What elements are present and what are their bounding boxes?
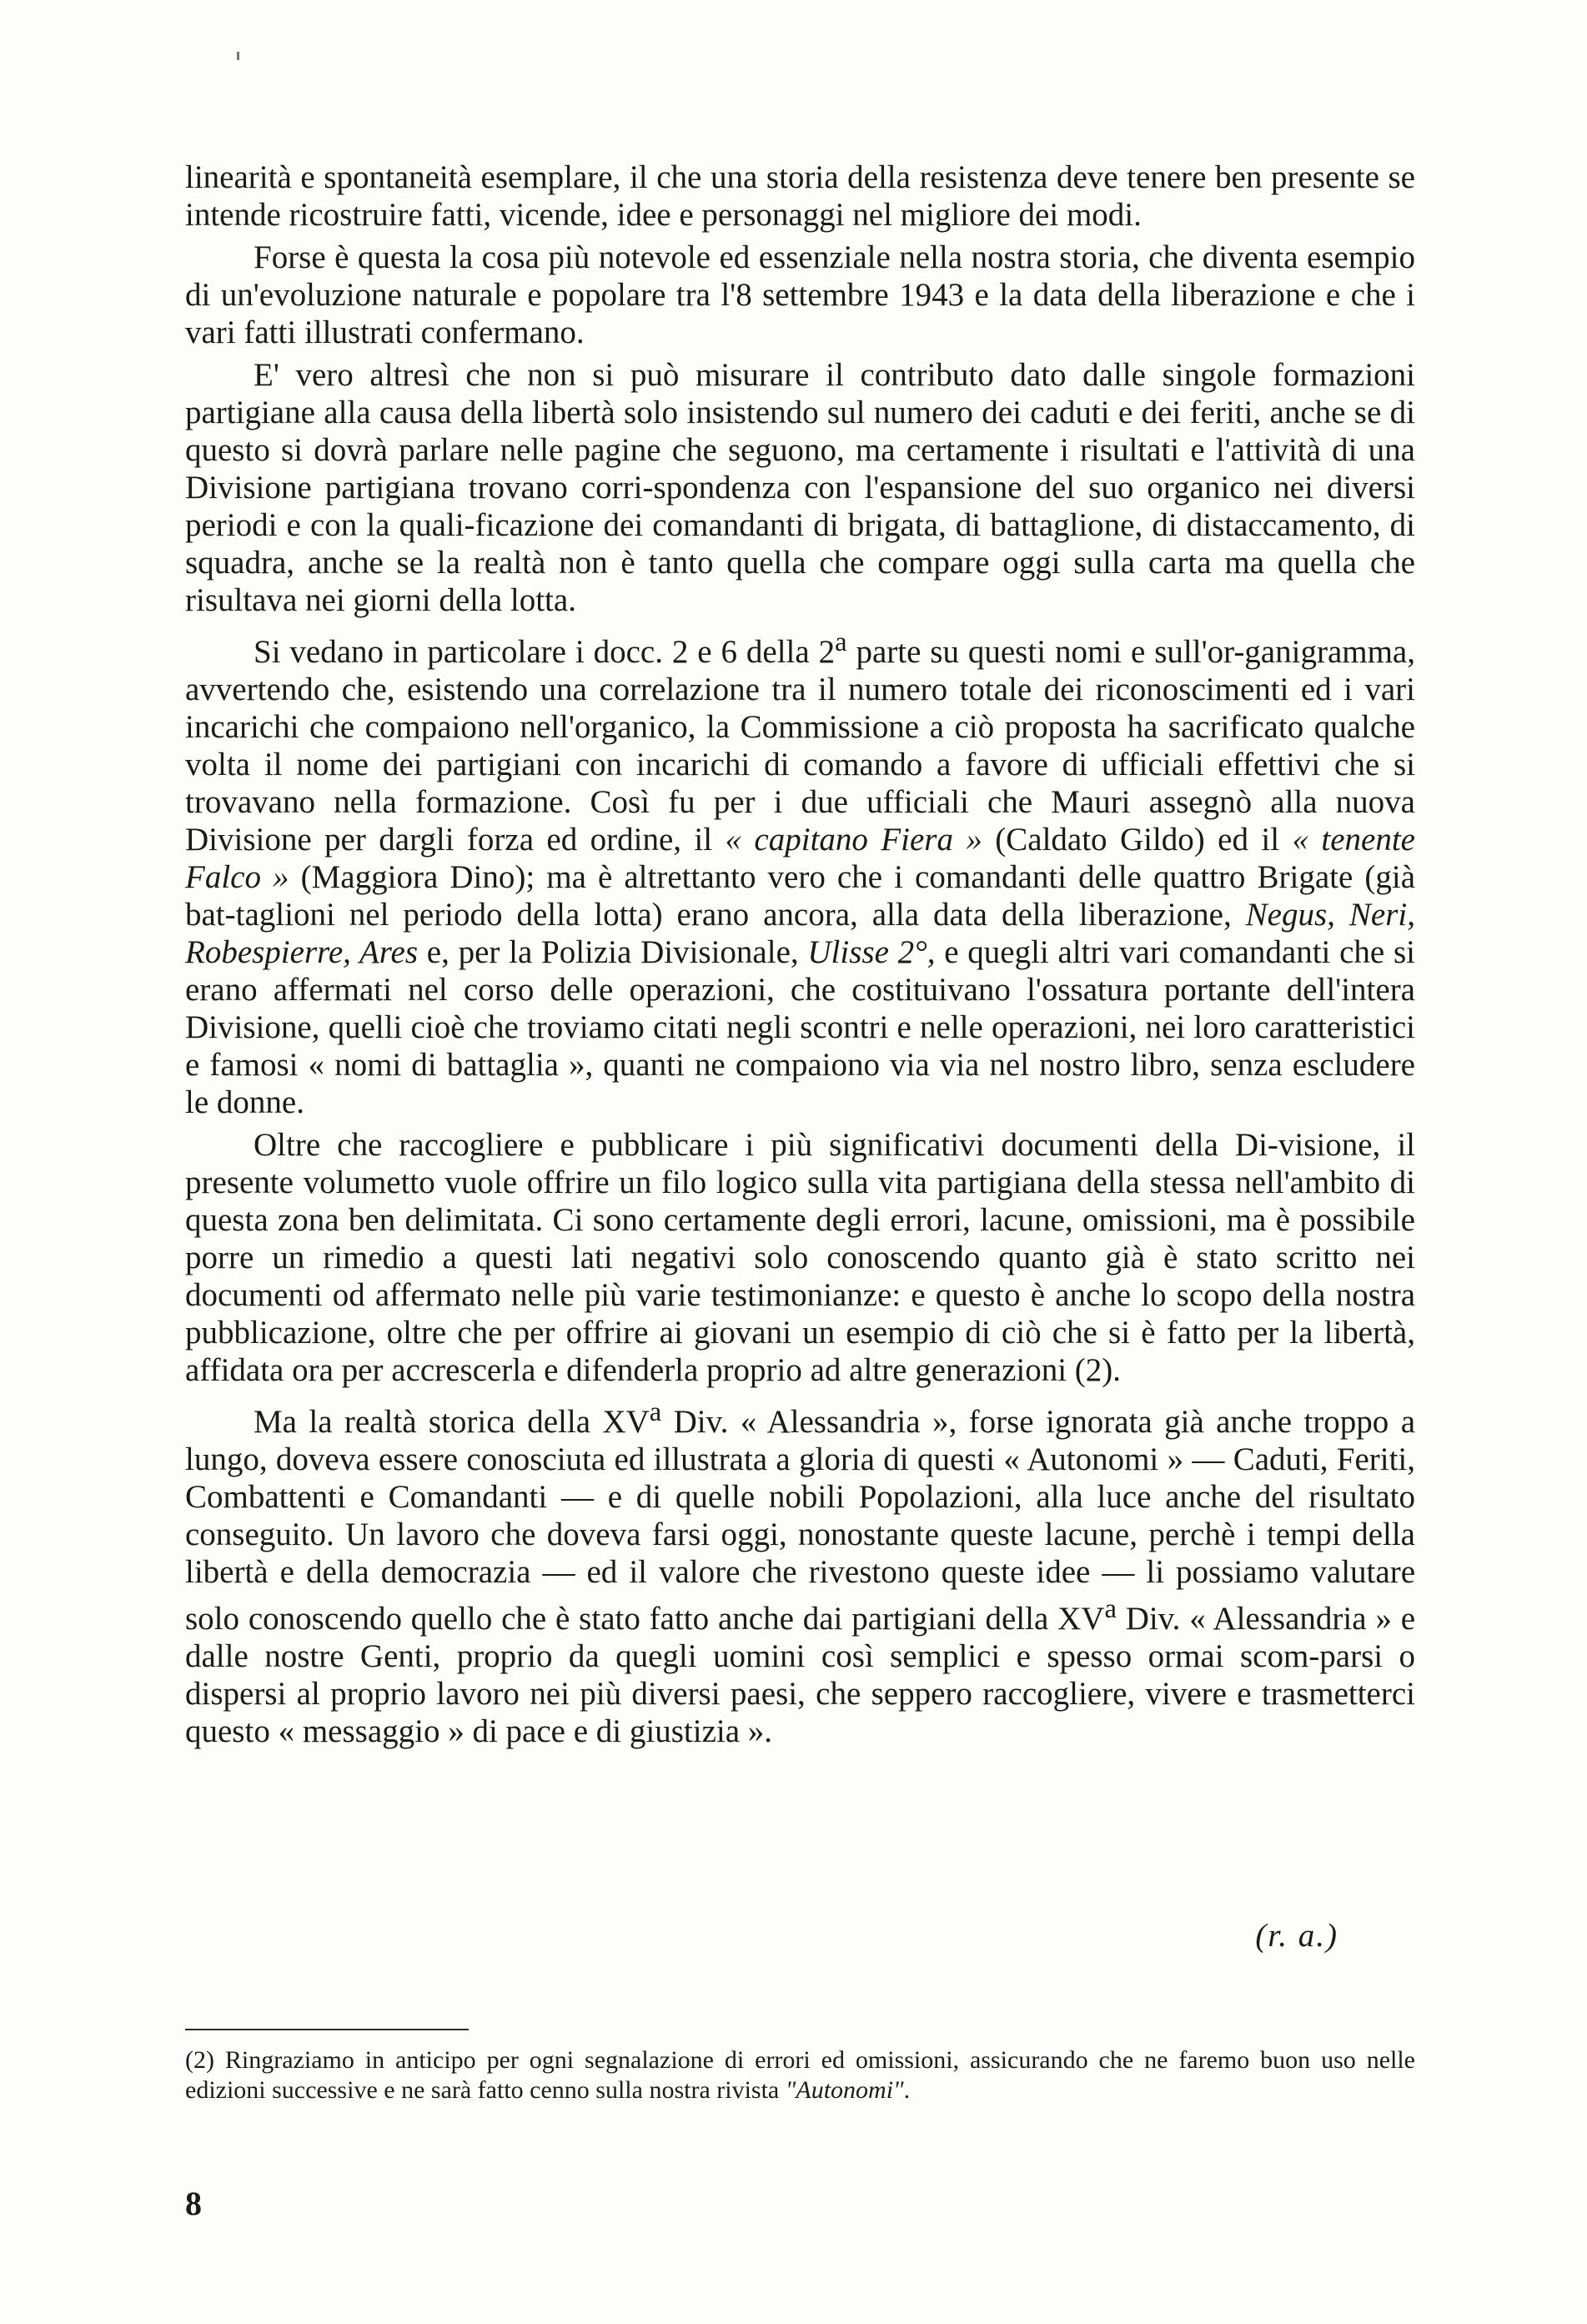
footnote-journal: "Autonomi" xyxy=(785,2076,904,2104)
scan-speck xyxy=(237,52,239,60)
body-text xyxy=(185,158,1415,1750)
paragraph-1: linearità e spontaneità esemplare, il che una storia della resistenza deve tenere ben presente se intende ricostruire fatti, vicende, idee e personaggi nel migliore dei modi. xyxy=(185,159,1415,233)
paragraph-4-part-d: (Maggiora Dino); ma è altrettanto vero che i comandanti delle quattro Brigate (già bat-taglioni nel periodo della lotta) erano ancora, alla data della liberazione, xyxy=(185,859,1416,933)
capitano-fiera: « capitano Fiera » xyxy=(725,822,982,858)
page-number: 8 xyxy=(185,2185,202,2222)
author-initials: (r. a.) xyxy=(1255,1918,1338,1954)
paragraph-4-part-f: e quegli altri vari comandanti che si erano affermati nel corso delle operazioni, che costituivano l'ossatura portante dell'intera Divisione, quelli cioè che troviamo citati negli scontri e nelle operazioni, nei loro caratteristici e famosi « nomi di battaglia », quanti ne compaiono via via nel nostro libro, senza escludere le donne. xyxy=(185,934,1415,1120)
footnote-end: . xyxy=(903,2076,911,2104)
superscript-a: a xyxy=(649,1397,662,1427)
paragraph-6 xyxy=(185,1394,1415,1750)
paragraph-6-part-a: Ma la realtà storica della XV xyxy=(254,1404,650,1440)
paragraph-2: Forse è questa la cosa più notevole ed essenziale nella nostra storia, che diventa esempio di un'evoluzione naturale e popolare tra l'8 settembre 1943 e la data della liberazione e che i vari fatti illustrati confermano. xyxy=(185,239,1415,350)
ulisse-name: Ulisse 2°, xyxy=(807,934,936,970)
tenente-falco: « tenente Falco » xyxy=(185,822,1415,895)
paragraph-4-part-a: Si vedano in particolare i docc. 2 e 6 della 2 xyxy=(254,634,836,670)
superscript-a: a xyxy=(835,627,847,657)
paragraph-4 xyxy=(185,624,1415,1121)
paragraph-6-part-c: Div. « Alessandria » e dalle nostre Genti, proprio da quegli uomini così semplici e spesso ormai scom-parsi o dispersi al proprio lavoro nei più diversi paesi, che seppero raccogliere, vivere e trasmetterci questo « messaggio » di pace e di giustizia ». xyxy=(185,1601,1416,1749)
paragraph-4-part-c: (Caldato Gildo) ed il xyxy=(982,822,1293,858)
paragraph-3: E' vero altresì che non si può misurare il contributo dato dalle singole formazioni partigiane alla causa della libertà solo insistendo sul numero dei caduti e dei feriti, anche se di questo si dovrà parlare nelle pagine che seguono, ma certamente i risultati e l'attività di una Divisione partigiana trovano corri-spondenza con l'espansione del suo organico nei diversi periodi e con la quali-ficazione dei comandanti di brigata, di battaglione, di distaccamento, di squadra, anche se la realtà non è tanto quella che compare oggi sulla carta ma quella che risultava nei giorni della lotta. xyxy=(185,357,1415,618)
footnote xyxy=(185,2045,1415,2105)
footnote-text: (2) Ringraziamo in anticipo per ogni segnalazione di errori ed omissioni, assicurando che ne faremo buon uso nelle edizioni successive e ne sarà fatto cenno sulla nostra rivista xyxy=(185,2046,1415,2104)
battle-names: Negus, Neri, Robespierre, Ares xyxy=(185,897,1415,970)
paragraph-5: Oltre che raccogliere e pubblicare i più significativi documenti della Di-visione, il presente volumetto vuole offrire un filo logico sulla vita partigiana della stessa nell'ambito di questa zona ben delimitata. Ci sono certamente degli errori, lacune, omissioni, ma è possibile porre un rimedio a questi lati negativi solo conoscendo quanto già è stato scritto nei documenti od affermato nelle più varie testimonianze: e questo è anche lo scopo della nostra pubblicazione, oltre che per offrire ai giovani un esempio di ciò che si è fatto per la libertà, affidata ora per accrescerla e difenderla proprio ad altre generazioni (2). xyxy=(185,1127,1415,1388)
paragraph-4-part-e: e, per la Polizia Divisionale, xyxy=(418,934,808,970)
footnote-divider xyxy=(185,2029,469,2030)
paragraph-4-part-b: parte su questi nomi e sull'or-ganigramma, avvertendo che, esistendo una correlazione tra il numero totale dei riconoscimenti ed i vari incarichi che compaiono nell'organico, la Commissione a ciò proposta ha sacrificato qualche volta il nome dei partigiani con incarichi di comando a favore di ufficiali effettivi che si trovavano nella formazione. Così fu per i due ufficiali che Mauri assegnò alla nuova Divisione per dargli forza ed ordine, il xyxy=(185,634,1415,858)
paragraph-6-part-b: Div. « Alessandria », forse ignorata già anche troppo a lungo, doveva essere conosciuta ed illustrata a gloria di questi « Autonomi » — Caduti, Feriti, Combattenti e Comandanti — e di quelle nobili Popolazioni, alla luce anche del risultato conseguito. Un lavoro che doveva farsi oggi, nonostante queste lacune, perchè i tempi della libertà e della democrazia — ed il valore che rivestono queste idee — li possiamo valutare solo conoscendo quello che è stato fatto anche dai partigiani della XV xyxy=(185,1404,1416,1637)
superscript-a: a xyxy=(1104,1594,1117,1624)
